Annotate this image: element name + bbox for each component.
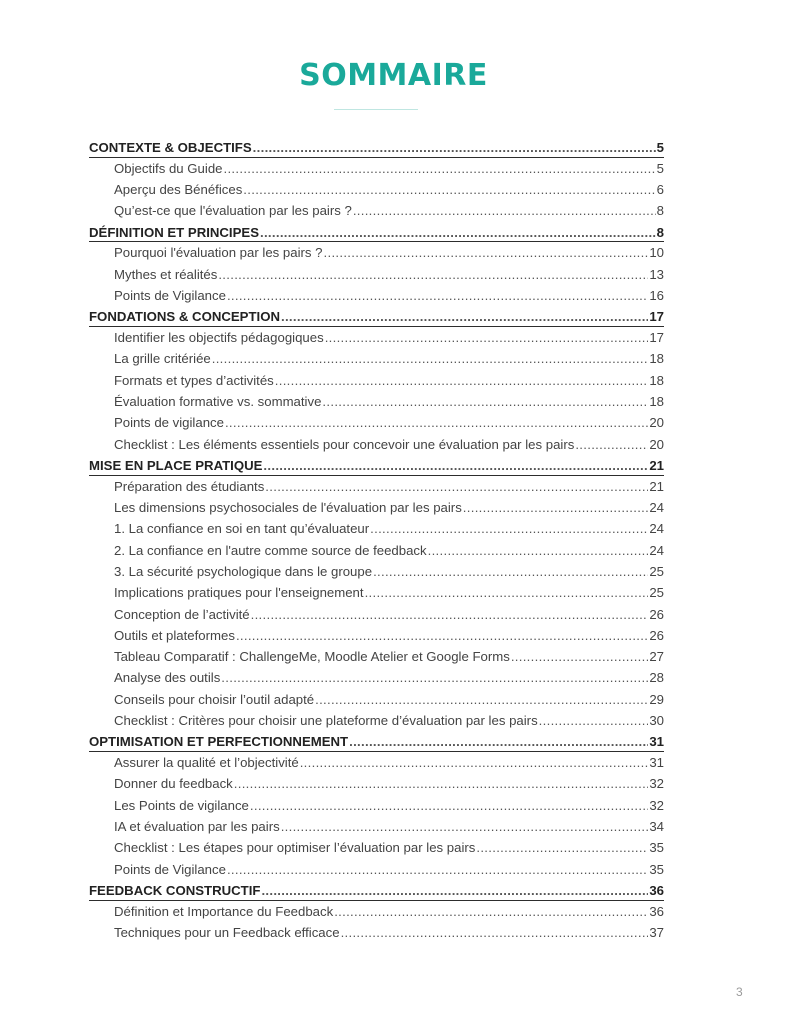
- toc-entry[interactable]: [89, 476, 664, 497]
- dot-leader: [353, 200, 656, 221]
- toc-entry-label[interactable]: Les Points de vigilance: [114, 797, 249, 813]
- toc-page-number[interactable]: 5: [656, 140, 664, 155]
- toc-page-number[interactable]: 21: [649, 457, 664, 473]
- dot-leader: [236, 625, 648, 646]
- table-of-contents: [89, 137, 664, 943]
- dot-leader: [281, 816, 649, 837]
- toc-entry-label[interactable]: CONTEXTE & OBJECTIFS: [89, 140, 252, 155]
- toc-entry-label[interactable]: 2. La confiance en l'autre comme source de feedback: [114, 542, 427, 558]
- toc-section-heading[interactable]: [89, 137, 664, 158]
- dot-leader: [511, 646, 649, 667]
- toc-entry-label[interactable]: Évaluation formative vs. sommative: [114, 394, 322, 410]
- toc-entry[interactable]: [89, 370, 664, 391]
- toc-section-heading[interactable]: [89, 455, 664, 476]
- toc-entry[interactable]: [89, 497, 664, 518]
- toc-entry[interactable]: [89, 200, 664, 221]
- title-underline: [334, 109, 418, 110]
- toc-entry-label[interactable]: IA et évaluation par les pairs: [114, 819, 280, 834]
- toc-entry[interactable]: [89, 837, 664, 858]
- dot-leader: [373, 561, 648, 582]
- toc-entry[interactable]: [89, 752, 664, 773]
- toc-entry[interactable]: [89, 710, 664, 731]
- toc-page-number[interactable]: 17: [649, 330, 664, 346]
- dot-leader: [325, 327, 649, 348]
- dot-leader: [315, 689, 648, 710]
- toc-entry-label[interactable]: Assurer la qualité et l’objectivité: [114, 755, 299, 771]
- dot-leader: [253, 137, 656, 158]
- toc-entry[interactable]: [89, 348, 664, 369]
- toc-entry-label[interactable]: DÉFINITION ET PRINCIPES: [89, 224, 259, 240]
- dot-leader: [227, 285, 648, 306]
- dot-leader: [212, 348, 649, 369]
- toc-page-number[interactable]: 18: [649, 372, 664, 388]
- toc-entry-label[interactable]: Qu’est-ce que l'évaluation par les pairs ?: [114, 203, 352, 219]
- toc-entry-label[interactable]: Outils et plateformes: [114, 627, 235, 643]
- toc-entry-label[interactable]: OPTIMISATION ET PERFECTIONNEMENT: [89, 734, 349, 750]
- dot-leader: [349, 731, 648, 752]
- toc-entry[interactable]: [89, 540, 664, 561]
- toc-entry[interactable]: [89, 518, 664, 539]
- toc-section-heading[interactable]: [89, 222, 664, 243]
- toc-entry-label[interactable]: Analyse des outils: [114, 670, 221, 686]
- toc-page-number[interactable]: 6: [656, 182, 664, 198]
- toc-entry[interactable]: [89, 285, 664, 306]
- toc-entry[interactable]: [89, 625, 664, 646]
- dot-leader: [334, 901, 648, 922]
- toc-page-number[interactable]: 24: [649, 542, 664, 558]
- toc-entry[interactable]: [89, 391, 664, 412]
- toc-entry-label[interactable]: MISE EN PLACE PRATIQUE: [89, 457, 263, 473]
- dot-leader: [260, 222, 656, 243]
- dot-leader: [575, 434, 648, 455]
- toc-entry-label[interactable]: Donner du feedback: [114, 776, 233, 792]
- dot-leader: [251, 604, 649, 625]
- dot-leader: [218, 264, 648, 285]
- toc-entry-label[interactable]: Conception de l’activité: [114, 606, 250, 622]
- dot-leader: [250, 795, 648, 816]
- dot-leader: [300, 752, 649, 773]
- dot-leader: [341, 922, 649, 943]
- toc-entry-label[interactable]: Conseils pour choisir l’outil adapté: [114, 691, 315, 707]
- toc-entry[interactable]: [89, 582, 664, 603]
- toc-entry-label[interactable]: Tableau Comparatif : ChallengeMe, Moodle Atelier et Google Forms: [114, 649, 510, 665]
- dot-leader: [463, 497, 649, 518]
- toc-entry-label[interactable]: Points de Vigilance: [114, 288, 226, 304]
- toc-entry[interactable]: [89, 795, 664, 816]
- toc-entry-label[interactable]: Aperçu des Bénéfices: [114, 182, 243, 198]
- toc-entry-label[interactable]: 3. La sécurité psychologique dans le groupe: [114, 563, 373, 579]
- dot-leader: [225, 412, 648, 433]
- dot-leader: [370, 518, 648, 539]
- toc-page-number[interactable]: 25: [649, 585, 664, 601]
- toc-entry-label[interactable]: Checklist : Critères pour choisir une plateforme d’évaluation par les pairs: [114, 713, 538, 729]
- toc-page-number[interactable]: 13: [649, 266, 664, 282]
- toc-page-number[interactable]: 31: [649, 734, 664, 750]
- dot-leader: [221, 667, 648, 688]
- toc-page-number[interactable]: 18: [649, 394, 664, 410]
- toc-page-number[interactable]: 35: [649, 840, 664, 856]
- toc-entry-label[interactable]: Checklist : Les étapes pour optimiser l’évaluation par les pairs: [114, 840, 476, 856]
- toc-page-number[interactable]: 5: [656, 160, 664, 176]
- toc-entry-label[interactable]: Checklist : Les éléments essentiels pour concevoir une évaluation par les pairs: [114, 436, 575, 452]
- toc-page-number[interactable]: 26: [649, 606, 664, 622]
- dot-leader: [428, 540, 649, 561]
- toc-entry[interactable]: [89, 689, 664, 710]
- toc-page-number[interactable]: 10: [649, 245, 664, 261]
- toc-entry-label[interactable]: Les dimensions psychosociales de l'évaluation par les pairs: [114, 500, 462, 516]
- toc-page-number[interactable]: 8: [656, 203, 664, 219]
- toc-page-number[interactable]: 35: [649, 861, 664, 877]
- toc-entry-label[interactable]: Objectifs du Guide: [114, 160, 223, 176]
- dot-leader: [275, 370, 649, 391]
- toc-page-number[interactable]: 32: [649, 776, 664, 792]
- toc-entry[interactable]: [89, 327, 664, 348]
- toc-entry[interactable]: [89, 922, 664, 943]
- dot-leader: [243, 179, 655, 200]
- dot-leader: [227, 859, 648, 880]
- toc-page-number[interactable]: 20: [649, 436, 664, 452]
- toc-entry-label[interactable]: Techniques pour un Feedback efficace: [114, 924, 340, 940]
- toc-page-number[interactable]: 21: [649, 478, 664, 494]
- dot-leader: [322, 391, 648, 412]
- toc-entry-label[interactable]: FONDATIONS & CONCEPTION: [89, 309, 280, 325]
- toc-page-number[interactable]: 26: [649, 627, 664, 643]
- toc-entry-label[interactable]: Mythes et réalités: [114, 266, 218, 282]
- toc-page-number[interactable]: 20: [649, 415, 664, 431]
- toc-entry-label[interactable]: Implications pratiques pour l'enseignement: [114, 585, 364, 601]
- toc-page-number[interactable]: 31: [649, 755, 664, 771]
- dot-leader: [224, 158, 656, 179]
- toc-page-number[interactable]: 24: [649, 500, 664, 516]
- toc-page-number[interactable]: 28: [649, 670, 664, 686]
- toc-entry-label[interactable]: Points de vigilance: [114, 415, 224, 431]
- toc-entry-label[interactable]: Pourquoi l'évaluation par les pairs ?: [114, 245, 323, 261]
- toc-entry[interactable]: [89, 646, 664, 667]
- dot-leader: [539, 710, 649, 731]
- dot-leader: [324, 242, 649, 263]
- page-number: 3: [736, 985, 743, 999]
- toc-page-number[interactable]: 16: [649, 288, 664, 304]
- toc-entry[interactable]: [89, 604, 664, 625]
- toc-entry[interactable]: [89, 264, 664, 285]
- toc-entry-label[interactable]: Formats et types d’activités: [114, 372, 274, 388]
- toc-entry[interactable]: [89, 242, 664, 263]
- toc-page-number[interactable]: 32: [649, 797, 664, 813]
- toc-section-heading[interactable]: [89, 880, 664, 901]
- toc-page-number[interactable]: 36: [649, 903, 664, 919]
- toc-entry-label[interactable]: Points de Vigilance: [114, 861, 226, 877]
- toc-page-number[interactable]: 27: [649, 649, 664, 665]
- dot-leader: [263, 455, 648, 476]
- toc-entry[interactable]: [89, 667, 664, 688]
- toc-page-number[interactable]: 8: [656, 224, 664, 240]
- dot-leader: [261, 880, 648, 901]
- toc-entry[interactable]: [89, 859, 664, 880]
- toc-entry[interactable]: [89, 901, 664, 922]
- toc-entry[interactable]: [89, 561, 664, 582]
- toc-entry-label[interactable]: Préparation des étudiants: [114, 478, 265, 494]
- dot-leader: [265, 476, 648, 497]
- toc-page-number[interactable]: 29: [649, 691, 664, 707]
- toc-page-number[interactable]: 25: [649, 563, 664, 579]
- toc-entry[interactable]: [89, 179, 664, 200]
- toc-entry[interactable]: [89, 816, 664, 837]
- toc-page-number[interactable]: 30: [649, 713, 664, 729]
- toc-page-number[interactable]: 37: [649, 924, 664, 940]
- toc-entry-label[interactable]: 1. La confiance en soi en tant qu’évaluateur: [114, 521, 370, 537]
- dot-leader: [281, 306, 648, 327]
- toc-section-heading[interactable]: [89, 731, 664, 752]
- toc-entry-label[interactable]: Définition et Importance du Feedback: [114, 903, 334, 919]
- toc-entry[interactable]: [89, 773, 664, 794]
- toc-entry-label[interactable]: Identifier les objectifs pédagogiques: [114, 330, 324, 346]
- toc-entry-label[interactable]: FEEDBACK CONSTRUCTIF: [89, 882, 261, 898]
- page-title: SOMMAIRE: [299, 58, 488, 93]
- dot-leader: [476, 837, 648, 858]
- toc-entry-label[interactable]: La grille critériée: [114, 351, 211, 367]
- toc-entry[interactable]: [89, 412, 664, 433]
- toc-section-heading[interactable]: [89, 306, 664, 327]
- toc-page-number[interactable]: 36: [649, 882, 664, 898]
- toc-page-number[interactable]: 17: [649, 309, 664, 325]
- toc-page-number[interactable]: 18: [649, 351, 664, 367]
- toc-page-number[interactable]: 34: [649, 819, 664, 834]
- toc-page-number[interactable]: 24: [649, 521, 664, 537]
- dot-leader: [365, 582, 649, 603]
- dot-leader: [234, 773, 649, 794]
- toc-entry[interactable]: [89, 158, 664, 179]
- toc-entry[interactable]: [89, 434, 664, 455]
